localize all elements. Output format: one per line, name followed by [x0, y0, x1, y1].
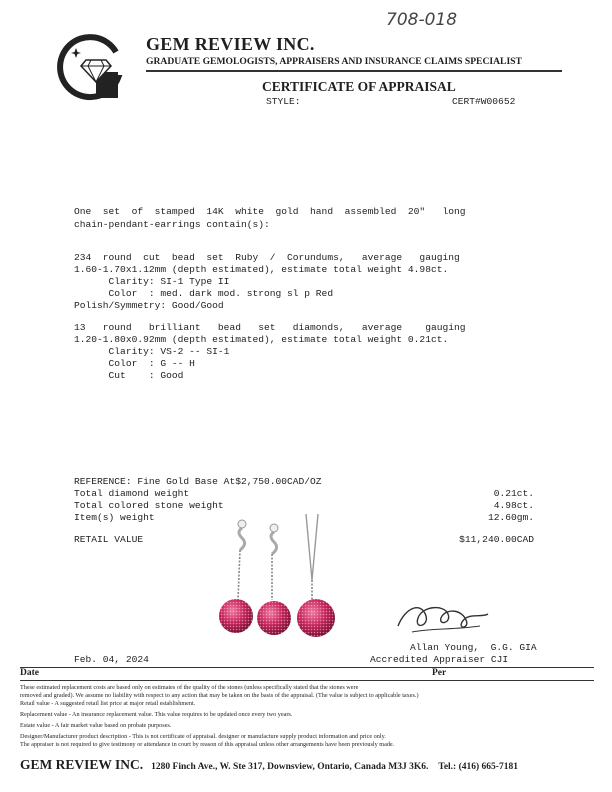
certificate-number: CERT#W00652: [452, 96, 516, 107]
diamond-line: 13 round brilliant bead set diamonds, average gauging: [74, 322, 466, 333]
ruby-line: 1.60-1.70x1.12mm (depth estimated), estimate total weight 4.98ct.: [74, 264, 449, 275]
style-label: STYLE:: [266, 96, 301, 107]
signature-scribble-icon: [392, 596, 492, 640]
logo-g-diamond-icon: [56, 32, 128, 104]
ruby-color: Color : med. dark mod. strong sl p Red: [74, 288, 334, 299]
handwritten-file-number: 708-018: [386, 10, 458, 30]
reference-line: REFERENCE: Fine Gold Base At$2,750.00CAD/OZ: [74, 476, 322, 487]
colored-stone-weight-value: 4.98ct.: [493, 500, 534, 511]
footer-telephone: Tel.: (416) 665-7181: [438, 762, 518, 772]
ruby-clarity: Clarity: SI-1 Type II: [74, 276, 230, 287]
header-rule: [146, 70, 562, 72]
colored-stone-weight-label: Total colored stone weight: [74, 500, 224, 511]
company-tagline: GRADUATE GEMOLOGISTS, APPRAISERS AND INSURANCE CLAIMS SPECIALIST: [146, 56, 522, 67]
company-name: GEM REVIEW INC.: [146, 34, 315, 54]
item-weight-label: Item(s) weight: [74, 512, 155, 523]
disclaimer-line: Designer/Manufacturer product description - This is not certificate of appraisal. designer or manufacture supply product information and price only.: [20, 733, 386, 740]
document-title: CERTIFICATE OF APPRAISAL: [262, 79, 456, 94]
ruby-polish-symmetry: Polish/Symmetry: Good/Good: [74, 300, 224, 311]
appraiser-name: Allan Young, G.G. GIA: [410, 642, 537, 653]
per-label: Per: [432, 668, 447, 678]
diamond-cut: Cut : Good: [74, 370, 184, 381]
ruby-line: 234 round cut bead set Ruby / Corundums, average gauging: [74, 252, 460, 263]
disclaimer-line: These estimated replacement costs are based only on estimates of the quality of the stones (unless specifically stated that the stones were: [20, 684, 359, 691]
footer-company: GEM REVIEW INC.: [20, 757, 144, 772]
company-logo: [56, 32, 128, 104]
disclaimer-line: Replacement value - An insurance replacement value. This value requires to be updated once every two years.: [20, 711, 293, 718]
footer-contact: [20, 756, 518, 774]
item-weight-value: 12.60gm.: [487, 512, 534, 523]
disclaimer-line: Estate value - A fair market value based on probate purposes.: [20, 722, 172, 729]
ruby-earrings-pendant-image: [202, 514, 348, 650]
date-line: [20, 667, 594, 668]
disclaimer-line: Retail value - A suggested retail list price at major retail establishment.: [20, 700, 196, 707]
footer-address: 1280 Finch Ave., W. Ste 317, Downsview, Ontario, Canada M3J 3K6.: [151, 762, 429, 772]
diamond-color: Color : G -- H: [74, 358, 195, 369]
footer-rule: [20, 680, 594, 681]
description-line: One set of stamped 14K white gold hand assembled 20" long: [74, 206, 466, 217]
disclaimer-line: removed and graded). We assume no liability with respect to any action that may be taken on the basis of the appraisal. (The value is subject to applicable taxes.): [20, 692, 419, 699]
jewelry-photo: [202, 514, 348, 650]
appraisal-date: Feb. 04, 2024: [74, 654, 149, 665]
retail-value-amount: $11,240.00CAD: [459, 534, 534, 545]
diamond-weight-value: 0.21ct.: [493, 488, 534, 499]
diamond-clarity: Clarity: VS-2 -- SI-1: [74, 346, 230, 357]
appraiser-signature: [392, 596, 492, 640]
appraiser-title: Accredited Appraiser CJI: [370, 654, 509, 665]
diamond-weight-label: Total diamond weight: [74, 488, 190, 499]
disclaimer-line: The appraiser is not required to give testimony or attendance in court by reason of this appraisal unless other arrangements have been previously made.: [20, 741, 395, 748]
date-label: Date: [20, 668, 39, 678]
retail-value-label: RETAIL VALUE: [74, 534, 144, 545]
description-line: chain-pendant-earrings contain(s):: [74, 219, 270, 230]
diamond-line: 1.20-1.80x0.92mm (depth estimated), estimate total weight 0.21ct.: [74, 334, 449, 345]
